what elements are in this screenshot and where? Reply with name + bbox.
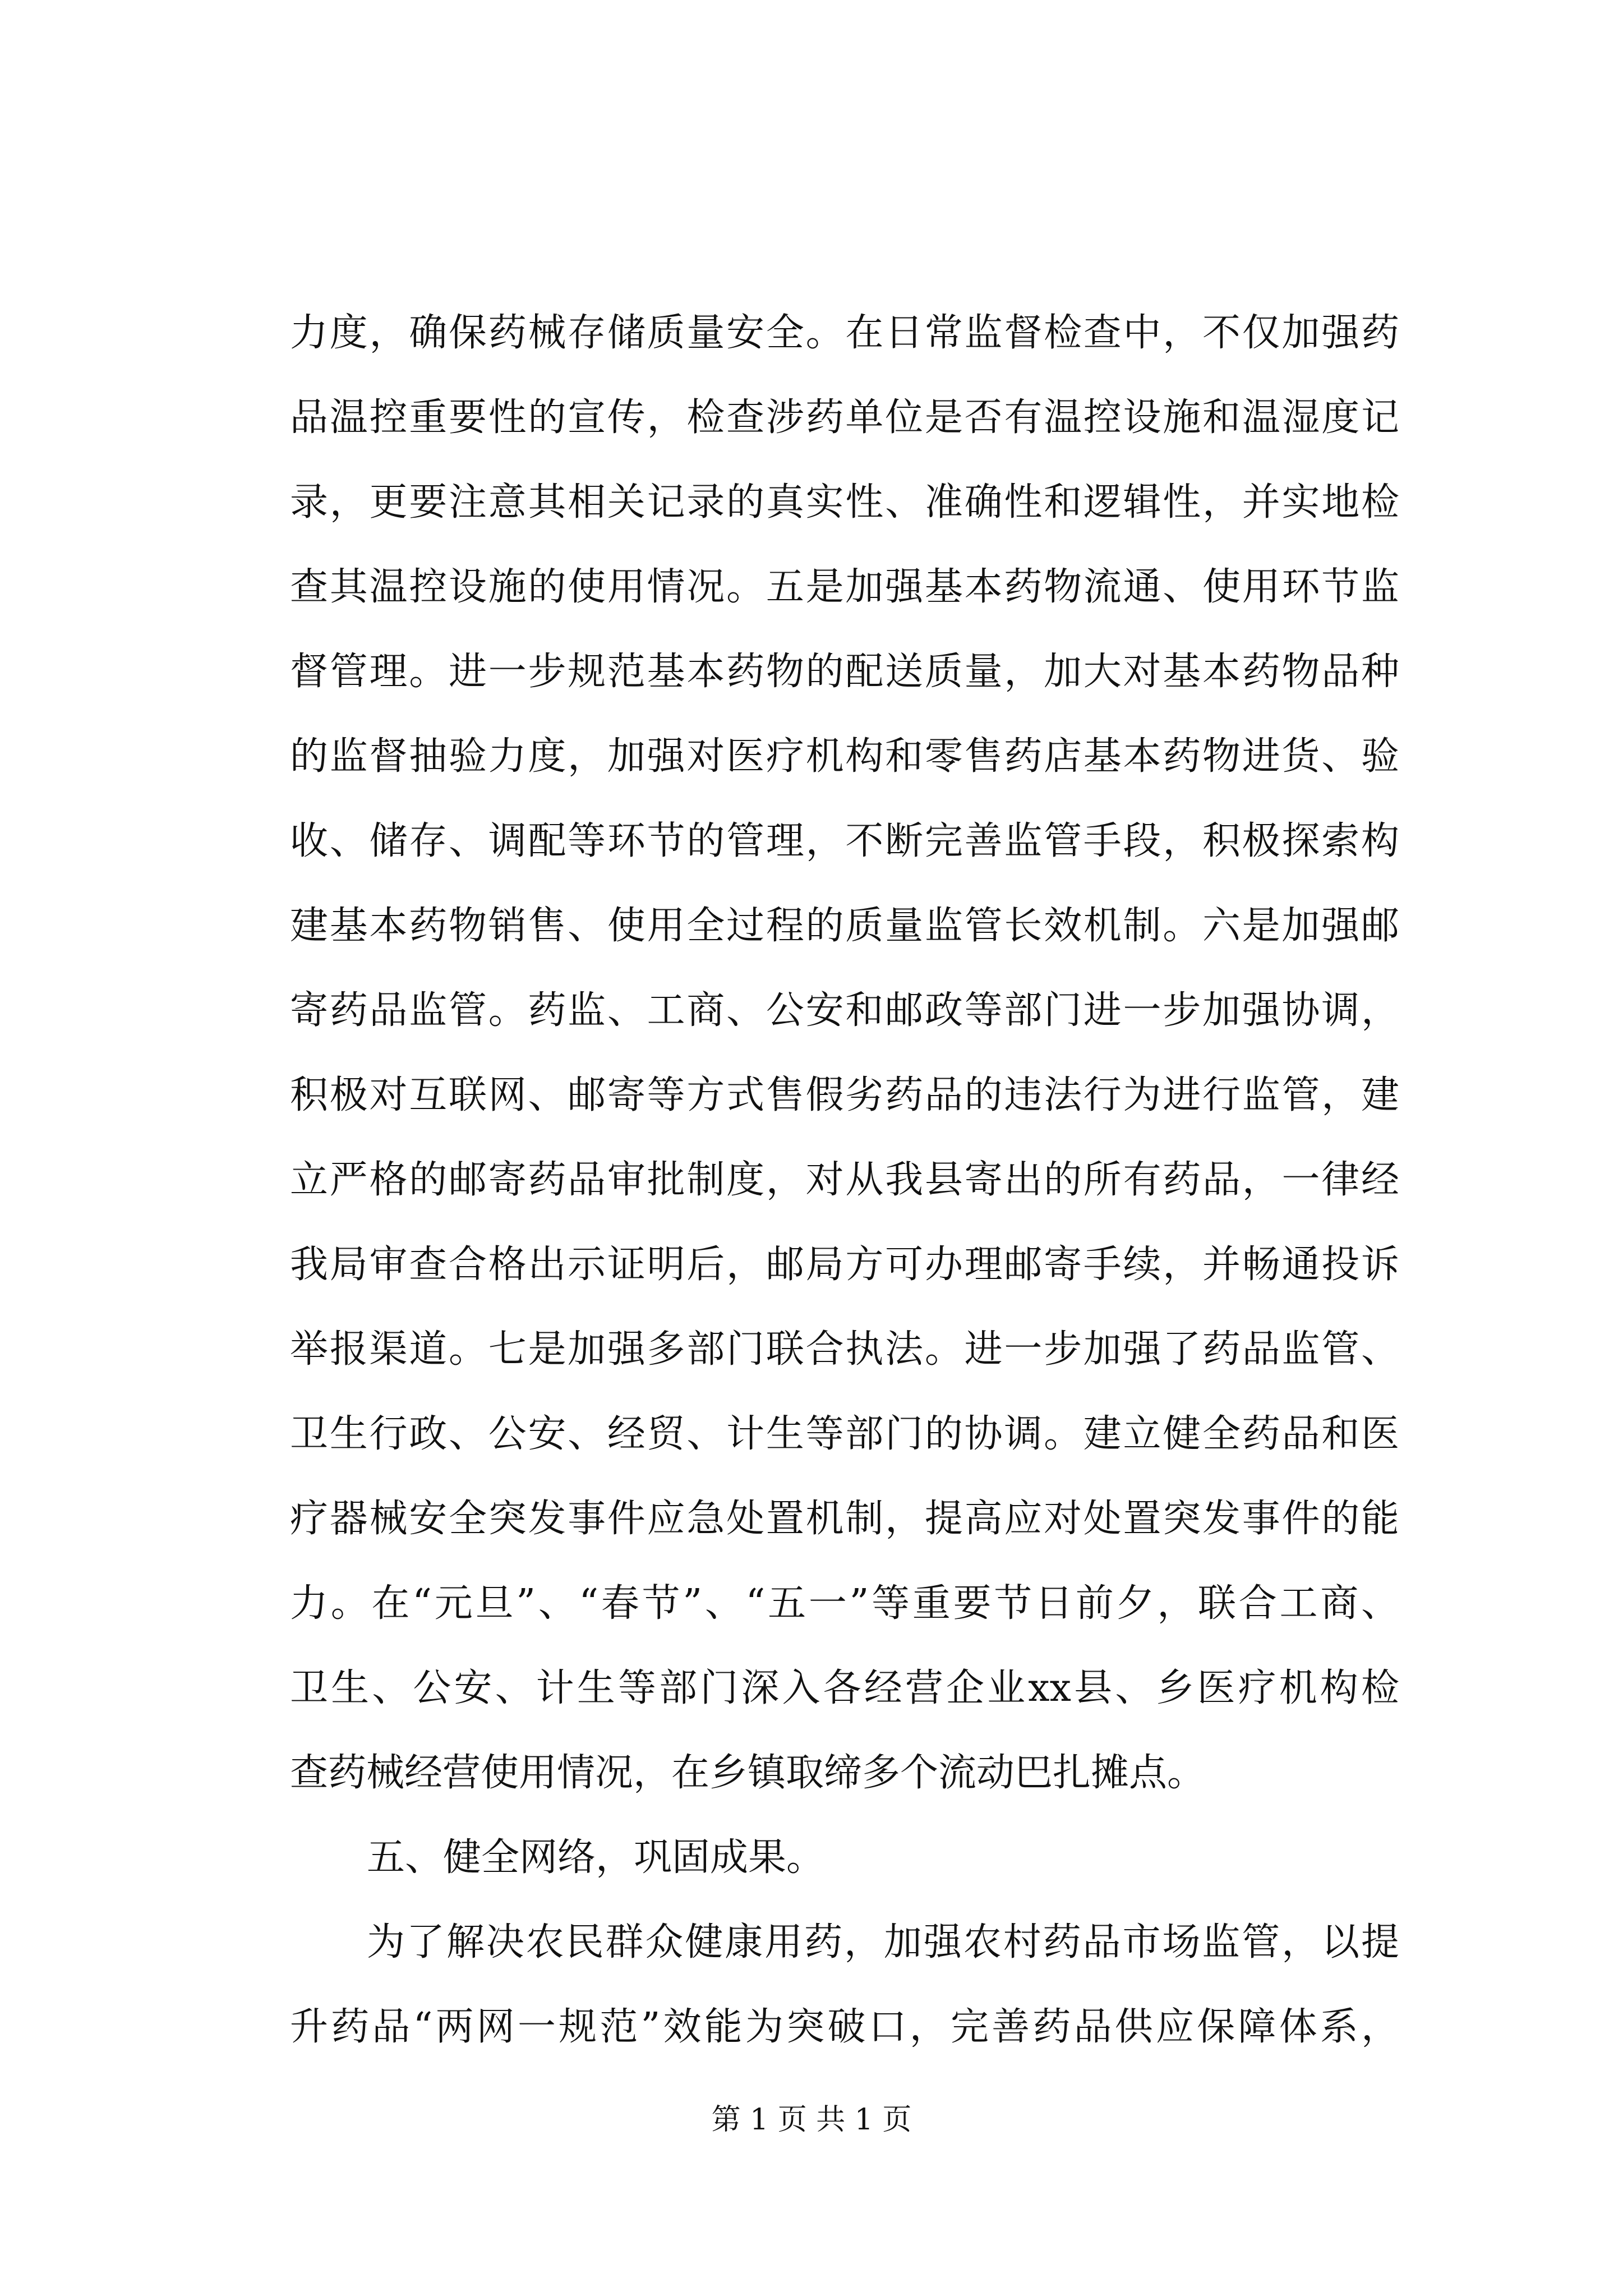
- text-line: 督管理。进一步规范基本药物的配送质量，加大对基本药物品种: [290, 650, 1399, 694]
- section-heading: 五、健全网络，巩固成果。: [367, 1835, 825, 1880]
- text-line: 为了解决农民群众健康用药，加强农村药品市场监管，以提: [367, 1920, 1399, 1964]
- text-line: 收、储存、调配等环节的管理，不断完善监管手段，积极探索构: [290, 819, 1399, 863]
- text-line: 举报渠道。七是加强多部门联合执法。进一步加强了药品监管、: [290, 1327, 1399, 1372]
- text-line: 我局审查合格出示证明后，邮局方可办理邮寄手续，并畅通投诉: [290, 1243, 1399, 1287]
- page-number-footer: 第 1 页 共 1 页: [711, 2103, 912, 2137]
- text-line: 卫生、公安、计生等部门深入各经营企业xx县、乡医疗机构检: [290, 1666, 1399, 1710]
- text-line: 查其温控设施的使用情况。五是加强基本药物流通、使用环节监: [290, 565, 1399, 609]
- text-line: 建基本药物销售、使用全过程的质量监管长效机制。六是加强邮: [290, 904, 1399, 948]
- text-line: 升药品“两网一规范”效能为突破口，完善药品供应保障体系，: [290, 2005, 1399, 2049]
- text-line: 积极对互联网、邮寄等方式售假劣药品的违法行为进行监管，建: [290, 1073, 1399, 1117]
- text-line: 录，更要注意其相关记录的真实性、准确性和逻辑性，并实地检: [290, 480, 1399, 524]
- text-line: 力度，确保药械存储质量安全。在日常监督检查中，不仅加强药: [290, 311, 1399, 355]
- text-line: 的监督抽验力度，加强对医疗机构和零售药店基本药物进货、验: [290, 734, 1399, 779]
- text-line: 力。在“元旦”、“春节”、“五一”等重要节日前夕，联合工商、: [290, 1581, 1399, 1626]
- text-line: 卫生行政、公安、经贸、计生等部门的协调。建立健全药品和医: [290, 1412, 1399, 1456]
- document-body: [290, 291, 1399, 2069]
- text-line: 品温控重要性的宣传，检查涉药单位是否有温控设施和温湿度记: [290, 395, 1399, 440]
- text-line: 查药械经营使用情况，在乡镇取缔多个流动巴扎摊点。: [290, 1751, 1206, 1795]
- text-line: 疗器械安全突发事件应急处置机制，提高应对处置突发事件的能: [290, 1497, 1399, 1541]
- text-line: 立严格的邮寄药品审批制度，对从我县寄出的所有药品，一律经: [290, 1158, 1399, 1202]
- text-line: 寄药品监管。药监、工商、公安和邮政等部门进一步加强协调，: [290, 988, 1399, 1033]
